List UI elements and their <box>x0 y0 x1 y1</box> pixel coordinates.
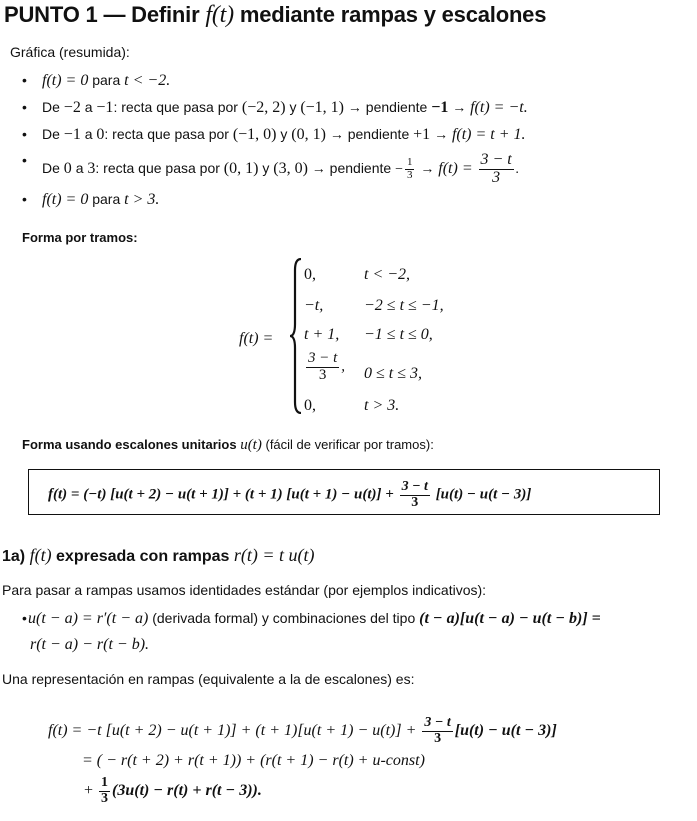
escalones-label: Forma usando escalones unitarios u(t) (fácil de verificar por tramos): <box>22 437 434 453</box>
tramos-label: Forma por tramos: <box>22 230 138 245</box>
para-rampas: Para pasar a rampas usamos identidades estándar (por ejemplos indicativos): <box>2 582 487 598</box>
title-function: f(t) <box>205 2 234 28</box>
page-title: PUNTO 1 — Definir f(t) mediante rampas y escalones <box>4 2 547 28</box>
section-1a-heading: 1a) f(t) expresada con rampas r(t) = t u(t) <box>2 545 315 565</box>
left-brace <box>289 258 303 414</box>
boxed-formula-text: f(t) = (−t) [u(t + 2) − u(t + 1)] + (t + 1) [u(t + 1) − u(t)] + $\frac{3 - t}{3}$ [u(t) − u(t − 3)] <box>48 479 532 510</box>
identity-continuation: r(t − a) − r(t − b). <box>30 636 150 653</box>
grafica-label: Gráfica (resumida): <box>10 44 130 60</box>
representation-label: Una representación en rampas (equivalente a la de escalones) es: <box>2 671 415 687</box>
